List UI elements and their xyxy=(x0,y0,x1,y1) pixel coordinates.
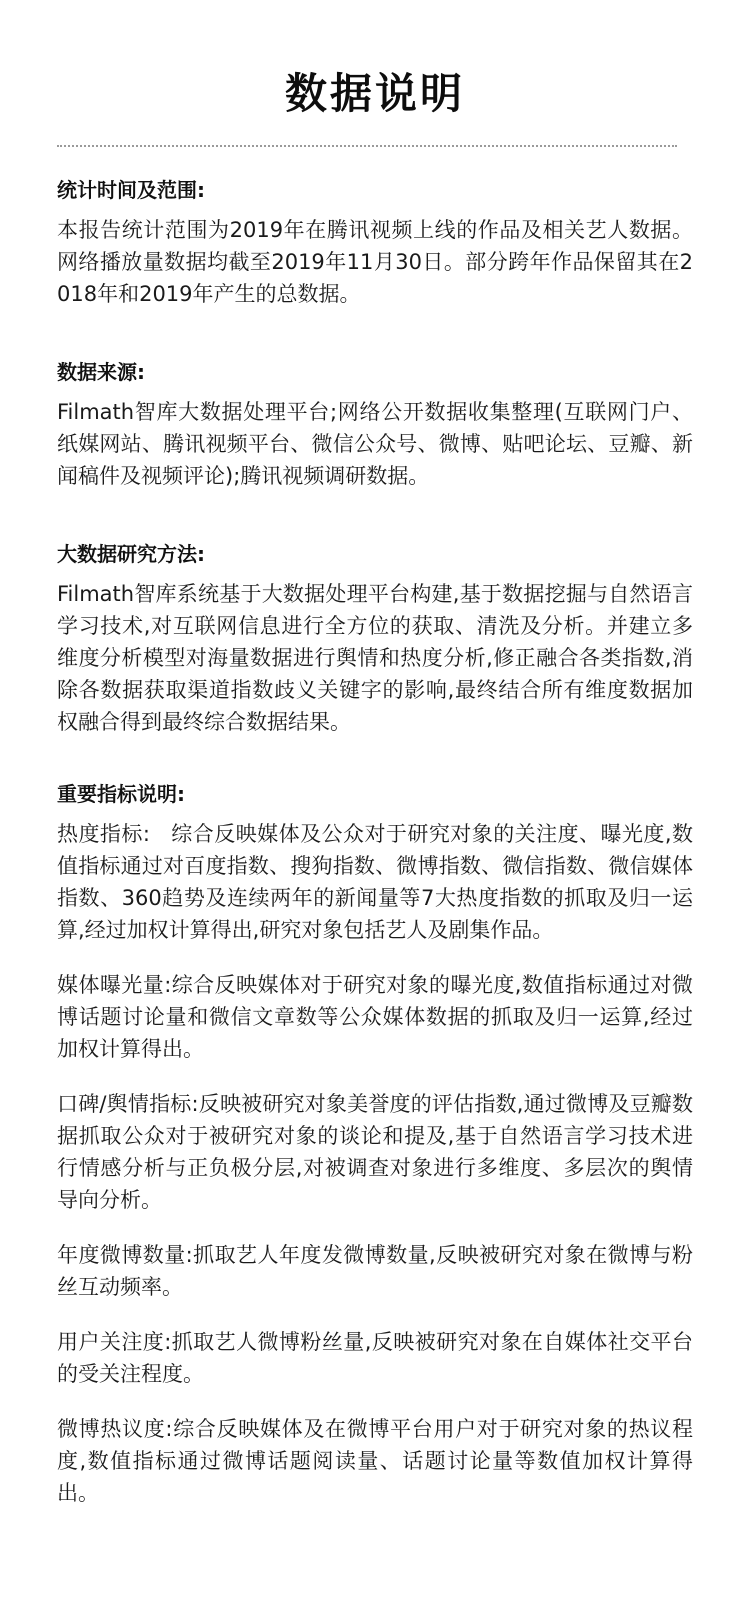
indicator-weibo-count: 年度微博数量:抓取艺人年度发微博数量,反映被研究对象在微博与粉丝互动频率。 xyxy=(57,1243,693,1299)
section-heading: 统计时间及范围: xyxy=(57,178,205,202)
section-heading: 大数据研究方法: xyxy=(57,542,205,566)
indicator-weibo-discussion: 微博热议度:综合反映媒体及在微博平台用户对于研究对象的热议程度,数值指标通过微博话题阅读量、话题讨论量等数值加权计算得出。 xyxy=(57,1417,693,1505)
page-title: 数据说明 xyxy=(284,69,465,118)
indicator-user-attention: 用户关注度:抓取艺人微博粉丝量,反映被研究对象在自媒体社交平台的受关注程度。 xyxy=(57,1330,693,1386)
section-body: Filmath智库系统基于大数据处理平台构建,基于数据挖掘与自然语言学习技术,对互联网信息进行全方位的获取、清洗及分析。并建立多维度分析模型对海量数据进行舆情和热度分析,修正融合各类指数,消除各数据获取渠道指数歧义关键字的影响,最终结合所有维度数据加权融合得到最终综合数据结果。 xyxy=(57,582,693,734)
section-data-source xyxy=(57,358,693,492)
section-research-method xyxy=(57,540,693,738)
section-heading: 重要指标说明: xyxy=(57,782,185,806)
section-time-scope xyxy=(57,176,693,310)
section-body: 本报告统计范围为2019年在腾讯视频上线的作品及相关艺人数据。网络播放量数据均截至2019年11月30日。部分跨年作品保留其在2018年和2019年产生的总数据。 xyxy=(57,218,693,306)
indicator-media-exposure: 媒体曝光量:综合反映媒体对于研究对象的曝光度,数值指标通过对微博话题讨论量和微信文章数等公众媒体数据的抓取及归一运算,经过加权计算得出。 xyxy=(57,973,693,1061)
dotted-divider xyxy=(57,145,677,147)
indicator-list xyxy=(57,818,693,1509)
indicator-heat: 热度指标: 综合反映媒体及公众对于研究对象的关注度、曝光度,数值指标通过对百度指数、搜狗指数、微博指数、微信指数、微信媒体指数、360趋势及连续两年的新闻量等7大热度指数的抓取及归一运算,经过加权计算得出,研究对象包括艺人及剧集作品。 xyxy=(57,822,693,942)
section-body: Filmath智库大数据处理平台;网络公开数据收集整理(互联网门户、纸媒网站、腾讯视频平台、微信公众号、微博、贴吧论坛、豆瓣、新闻稿件及视频评论);腾讯视频调研数据。 xyxy=(57,400,693,488)
indicator-reputation: 口碑/舆情指标:反映被研究对象美誉度的评估指数,通过微博及豆瓣数据抓取公众对于被研究对象的谈论和提及,基于自然语言学习技术进行情感分析与正负极分层,对被调查对象进行多维度、多层次的舆情导向分析。 xyxy=(57,1092,693,1212)
section-heading: 数据来源: xyxy=(57,360,145,384)
section-key-indicators xyxy=(57,780,693,1509)
